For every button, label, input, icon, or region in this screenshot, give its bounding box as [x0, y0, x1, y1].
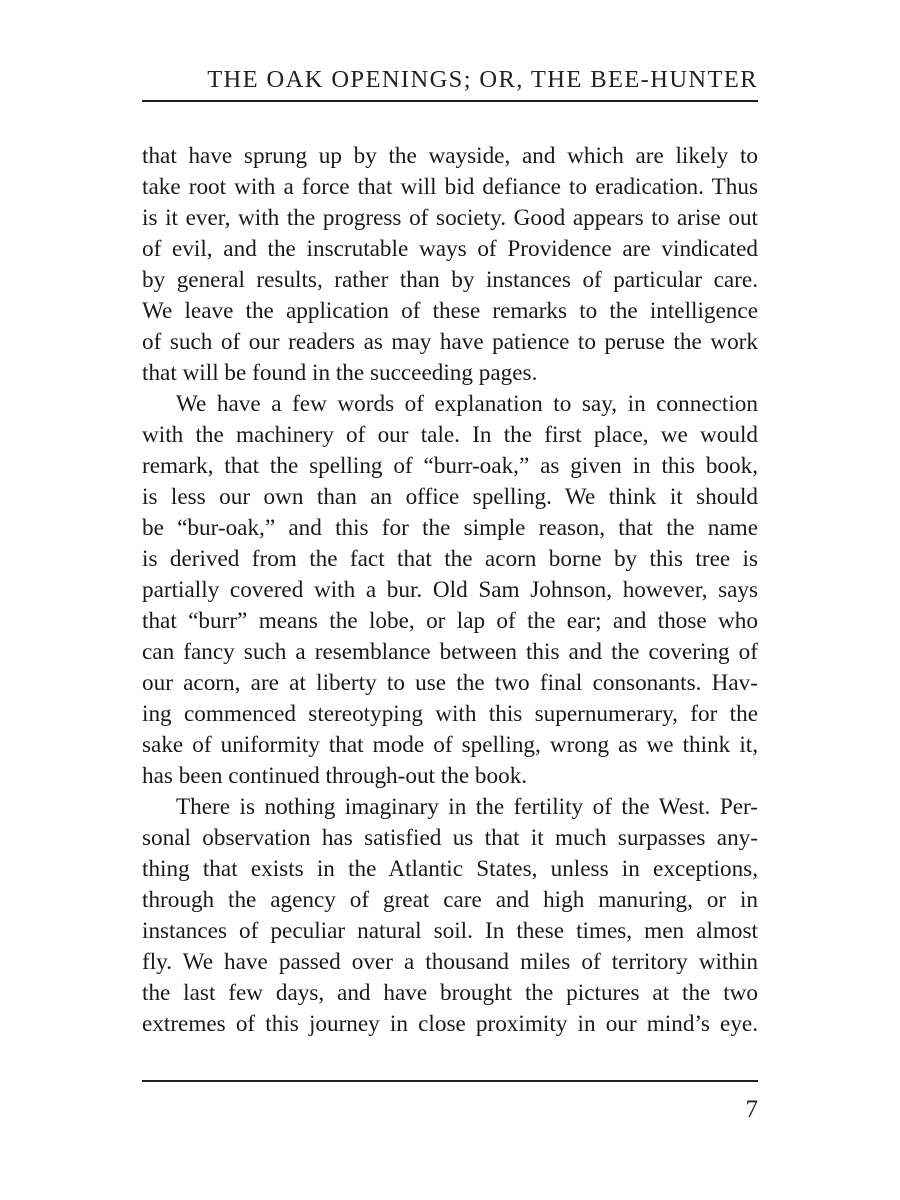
running-head: THE OAK OPENINGS; OR, THE BEE-HUNTER — [207, 66, 758, 93]
text-line: that will be found in the succeeding pages. — [142, 360, 538, 386]
text-line: of such of our readers as may have patience to peruse the work — [142, 329, 758, 355]
paragraph — [142, 792, 758, 1040]
text-line: sonal observation has satisfied us that it much surpasses any- — [142, 825, 758, 851]
text-line: by general results, rather than by instances of particular care. — [142, 267, 758, 293]
footer-rule — [142, 1080, 758, 1082]
text-line: that have sprung up by the wayside, and which are likely to — [142, 143, 758, 169]
text-line: with the machinery of our tale. In the first place, we would — [142, 422, 758, 448]
text-line: of evil, and the inscrutable ways of Providence are vindicated — [142, 236, 758, 262]
text-line: We leave the application of these remarks to the intelligence — [142, 298, 758, 324]
text-line: take root with a force that will bid defiance to eradication. Thus — [142, 174, 758, 200]
text-line: fly. We have passed over a thousand miles of territory within — [142, 949, 758, 975]
text-line: through the agency of great care and high manuring, or in — [142, 887, 758, 913]
header-rule — [142, 100, 758, 102]
text-line: that “burr” means the lobe, or lap of the ear; and those who — [142, 608, 758, 634]
text-line: is less our own than an office spelling. We think it should — [142, 484, 758, 510]
text-line: sake of uniformity that mode of spelling, wrong as we think it, — [142, 732, 758, 758]
text-line: instances of peculiar natural soil. In these times, men almost — [142, 918, 758, 944]
text-line: has been continued through-out the book. — [142, 763, 528, 789]
text-line: the last few days, and have brought the pictures at the two — [142, 980, 758, 1006]
text-line: be “bur-oak,” and this for the simple reason, that the name — [142, 515, 758, 541]
text-line: We have a few words of explanation to say, in connection — [176, 391, 758, 417]
paragraph — [142, 389, 758, 792]
text-line: thing that exists in the Atlantic States, unless in exceptions, — [142, 856, 758, 882]
paragraph — [142, 141, 758, 389]
page-number: 7 — [745, 1096, 758, 1123]
body-text — [142, 141, 758, 1040]
text-line: is it ever, with the progress of society. Good appears to arise out — [142, 205, 758, 231]
text-line: There is nothing imaginary in the fertility of the West. Per- — [176, 794, 758, 820]
text-line: remark, that the spelling of “burr-oak,” as given in this book, — [142, 453, 758, 479]
text-line: partially covered with a bur. Old Sam Johnson, however, says — [142, 577, 758, 603]
text-line: ing commenced stereotyping with this supernumerary, for the — [142, 701, 758, 727]
text-line: is derived from the fact that the acorn borne by this tree is — [142, 546, 758, 572]
text-line: can fancy such a resemblance between this and the covering of — [142, 639, 758, 665]
text-line: extremes of this journey in close proximity in our mind’s eye. — [142, 1011, 758, 1037]
text-line: our acorn, are at liberty to use the two final consonants. Hav- — [142, 670, 758, 696]
